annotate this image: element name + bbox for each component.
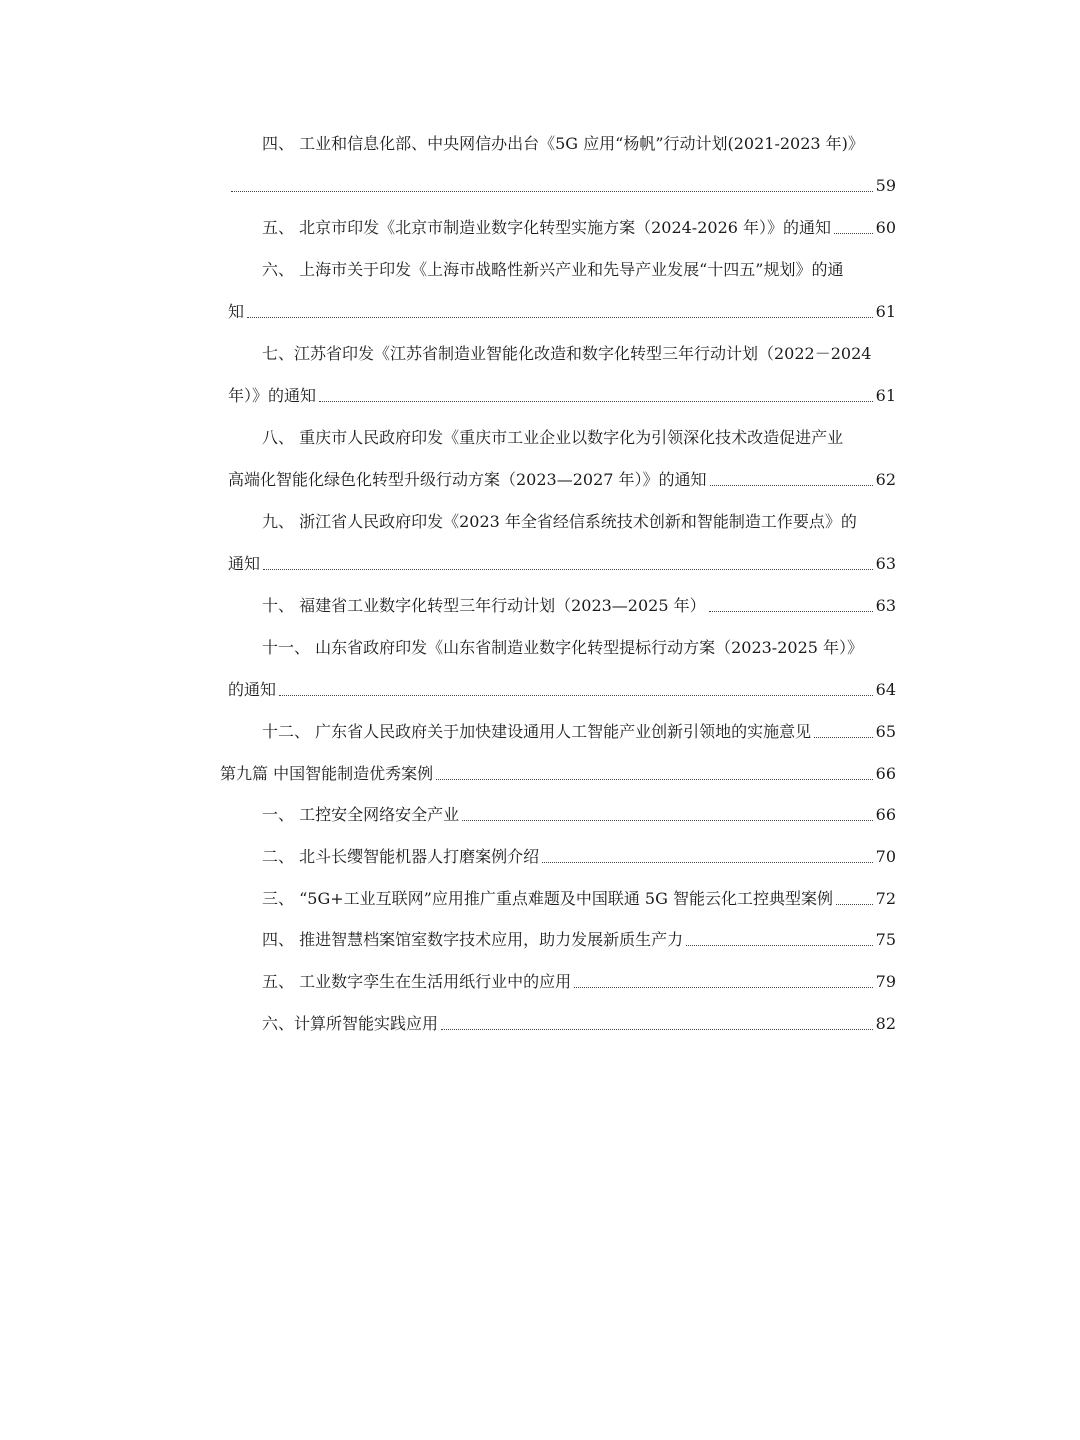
toc-entry [262,634,896,662]
dot-leader [319,401,873,402]
toc-section-heading[interactable] [220,760,896,788]
toc-entry[interactable] [262,843,896,871]
toc-entry-title: 八、 重庆市人民政府印发《重庆市工业企业以数字化为引领深化技术改造促进产业 [262,428,844,447]
toc-entry-title: 三、 “5G+工业互联网”应用推广重点难题及中国联通 5G 智能云化工控典型案例 [262,889,833,908]
dot-leader [436,779,873,780]
toc-page-number: 61 [875,386,896,405]
dot-leader [574,987,873,988]
toc-entry [262,256,896,284]
toc-page-number: 72 [875,889,896,908]
toc-entry[interactable] [228,550,896,578]
toc-page-number: 63 [875,554,896,573]
toc-page-number: 65 [875,722,896,741]
toc-page-number: 63 [875,596,896,615]
toc-page-number: 66 [875,805,896,824]
toc-entry-title: 六、 上海市关于印发《上海市战略性新兴产业和先导产业发展“十四五”规划》的通 [262,260,844,279]
toc-entry[interactable] [262,968,896,996]
toc-entry[interactable] [262,801,896,829]
toc-page-number: 60 [875,218,896,237]
toc-entry[interactable] [262,1010,896,1038]
toc-entry[interactable] [262,592,896,620]
toc-entry-title: 四、 推进智慧档案馆室数字技术应用，助力发展新质生产力 [262,930,684,949]
toc-entry[interactable] [262,718,896,746]
dot-leader [263,569,873,570]
toc-entry-title: 年）》的通知 [228,386,317,405]
toc-entry[interactable] [228,676,896,704]
toc-entry-title: 七、江苏省印发《江苏省制造业智能化改造和数字化转型三年行动计划（2022－2024 [262,344,872,363]
toc-page-number: 64 [875,680,896,699]
toc-entry-title: 十一、 山东省政府印发《山东省制造业数字化转型提标行动方案（2023-2025 年）》 [262,638,864,657]
toc-page-number: 59 [875,176,896,195]
toc-entry[interactable] [228,382,896,410]
toc-page-number: 61 [875,302,896,321]
toc-page-number: 75 [875,930,896,949]
dot-leader [834,233,873,234]
toc-entry-title: 的通知 [228,680,277,699]
dot-leader [441,1029,873,1030]
toc-entry [262,130,896,158]
toc-entry-title: 五、 工业数字孪生在生活用纸行业中的应用 [262,972,572,991]
toc-entry-title: 四、 工业和信息化部、中央网信办出台《5G 应用“杨帆”行动计划(2021-2023 年)》 [262,134,864,153]
toc-entry-title: 知 [228,302,245,321]
dot-leader [542,862,873,863]
toc-entry [262,424,896,452]
toc-entry[interactable] [228,298,896,326]
toc-page-number: 66 [875,764,896,783]
dot-leader [709,611,873,612]
toc-entry-title: 九、 浙江省人民政府印发《2023 年全省经信系统技术创新和智能制造工作要点》的 [262,512,857,531]
dot-leader [710,485,873,486]
dot-leader [814,737,873,738]
toc-entry [262,340,896,368]
dot-leader [686,945,873,946]
toc-entry-title: 一、 工控安全网络安全产业 [262,805,460,824]
toc-entry-title: 通知 [228,554,261,573]
toc-entry-title: 二、 北斗长缨智能机器人打磨案例介绍 [262,847,540,866]
toc-entry-title: 十、 福建省工业数字化转型三年行动计划（2023—2025 年） [262,596,706,615]
toc-entry[interactable] [228,466,896,494]
toc-page-number: 70 [875,847,896,866]
toc-entry[interactable] [262,214,896,242]
toc-entry-title: 高端化智能化绿色化转型升级行动方案（2023—2027 年）》的通知 [228,470,707,489]
toc-page-number: 82 [875,1014,896,1033]
toc-entry[interactable] [228,172,896,200]
toc-page-number: 62 [875,470,896,489]
toc-entry[interactable] [262,926,896,954]
toc-entry [262,508,896,536]
toc-page-number: 79 [875,972,896,991]
toc-entry-title: 五、 北京市印发《北京市制造业数字化转型实施方案（2024-2026 年）》的通知 [262,218,832,237]
dot-leader [247,317,873,318]
dot-leader [836,904,873,905]
dot-leader [279,695,873,696]
dot-leader [462,820,873,821]
toc-entry-title: 六、计算所智能实践应用 [262,1014,439,1033]
toc-entry-title: 第九篇 中国智能制造优秀案例 [220,764,434,783]
dot-leader [231,191,873,192]
toc-entry-title: 十二、 广东省人民政府关于加快建设通用人工智能产业创新引领地的实施意见 [262,722,812,741]
toc-entry[interactable] [262,885,896,913]
